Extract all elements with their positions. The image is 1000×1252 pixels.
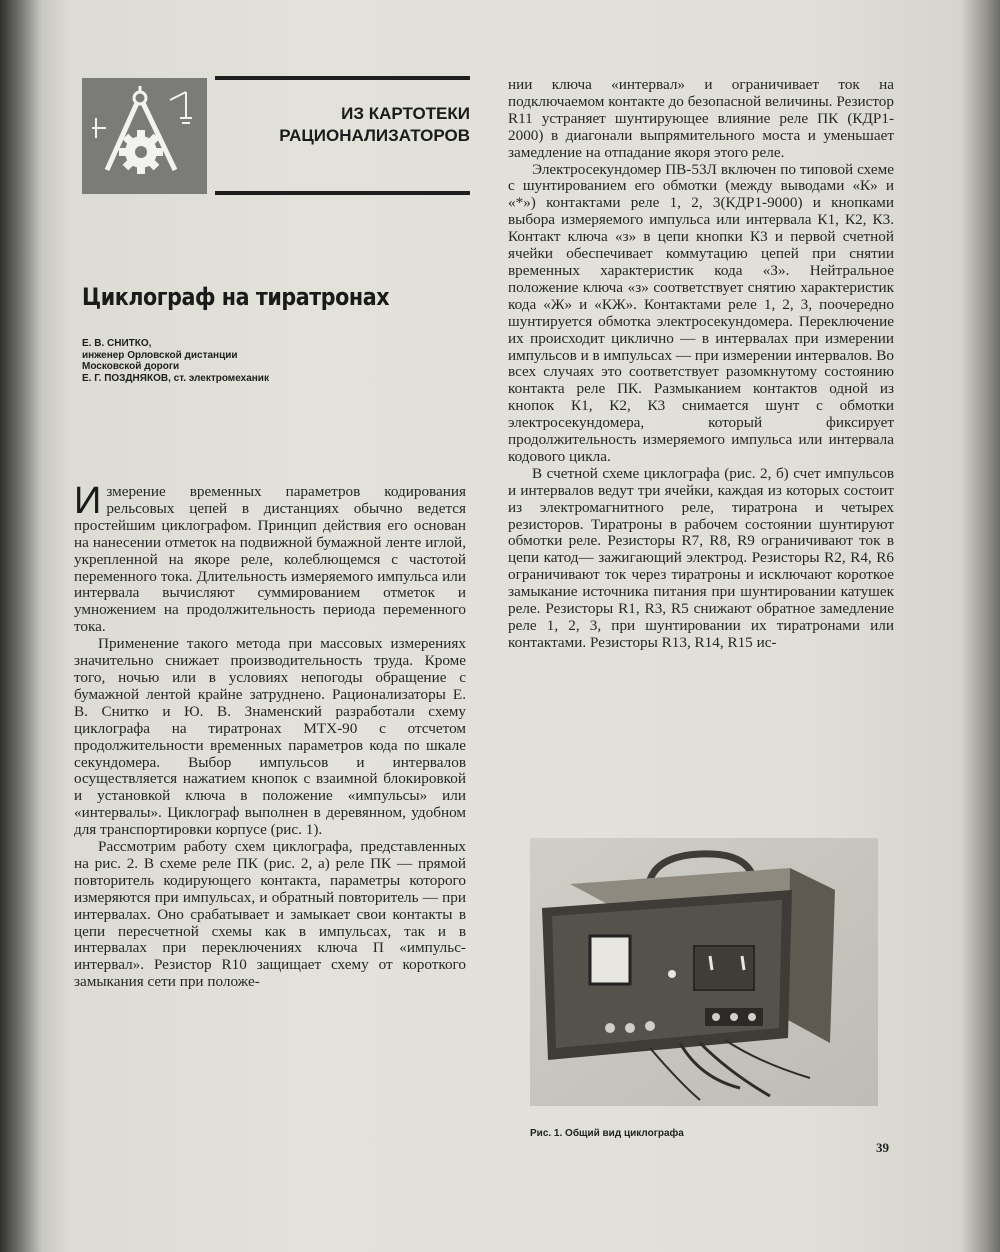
author-line: инженер Орловской дистанции (82, 349, 238, 361)
paragraph: В счетной схеме циклографа (рис. 2, б) счет импульсов и интервалов ведут три ячейки, каждая из которых состоит из электромагнитного реле, тиратрона и четырех резисторов. Тиратроны в рабочем состоянии шунтируют обмотки реле. Резисторы R7, R8, R9 ограничивают ток в цепи катод— зажигающий электрод. Резисторы R2, R4, R6 ограничивают ток через тиратроны и исключают короткое замыкание источника питания при шунтировании катушек реле. Резисторы R1, R3, R5 снижают обратное замедление реле 1, 2, 3, при шунтировании их тиратронами или контактами. Резисторы R13, R14, R15 ис- (508, 464, 894, 651)
compass-gear-icon (82, 78, 207, 194)
author-line: Е. Г. ПОЗДНЯКОВ, ст. электромеханик (82, 372, 269, 384)
author-line: Московской дороги (82, 361, 180, 372)
section-title-line1: ИЗ КАРТОТЕКИ (341, 104, 470, 123)
paragraph (74, 480, 466, 636)
cyclograph-photo (530, 838, 878, 1106)
section-title-line2: РАЦИОНАЛИЗАТОРОВ (279, 126, 470, 145)
header-rule-bottom (215, 191, 470, 195)
author-line: Е. В. СНИТКО, (82, 338, 152, 349)
right-column (508, 77, 894, 652)
header-rule-top (215, 76, 470, 80)
cyclograph-device-image (530, 838, 878, 1106)
page-number: 39 (876, 1140, 889, 1155)
author-block (82, 338, 402, 384)
left-column (74, 480, 466, 991)
section-title (225, 103, 470, 147)
paragraph-text: змерение временных параметров кодирования рельсовых цепей в дистанциях обычно ведется простейшим циклографом. Принцип действия его основан на нанесении отметок на подвижной бумажной ленте иглой, укрепленной на якоре реле, колеблющемся с частотой переменного тока. Длительность измеряемого импульса или интервала вычисляют суммированием отметок и умножением на продолжительность периода переменного тока. (74, 483, 466, 636)
paragraph: нии ключа «интервал» и ограничивает ток на подключаемом контакте до безопасной величины. Резистор R11 устраняет шунтирующее влияние реле ПК (КДР1-2000) в диагонали выпрямительного моста и уменьшает замедление на отпадание якоря этого реле. (508, 76, 894, 161)
figure-caption: Рис. 1. Общий вид циклографа (530, 1128, 684, 1139)
section-logo (82, 78, 207, 194)
article-title: Циклограф на тиратронах (82, 283, 390, 311)
paragraph: Рассмотрим работу схем циклографа, представленных на рис. 2. В схеме реле ПК (рис. 2, а) реле ПК — прямой повторитель кодирующего контакта, параметры которого измеряются при импульсах, и обратный повторитель — при интервалах. Оно срабатывает и замыкает свои контакты в цепи пересчетной схемы как в импульсах, так и в интервалах при переключениях ключа П «импульс-интервал». Резистор R10 защищает схему от короткого замыкания сети при положе- (74, 838, 466, 991)
paragraph: Применение такого метода при массовых измерениях значительно снижает производительность труда. Кроме того, ночью или в условиях непогоды обращение с бумажной лентой крайне затруднено. Рационализаторы Е. В. Снитко и Ю. В. Знаменский разработали схему циклографа на тиратронах МТХ-90 с отсчетом продолжительности временных параметров кода по шкале секундомера. Выбор импульсов и интервалов осуществляется нажатием кнопок с взаимной блокировкой и установкой ключа в положение «импульсы» или «интервалы». Циклограф выполнен в деревянном, удобном для транспортировки корпусе (рис. 1). (74, 635, 466, 839)
paragraph: Электросекундомер ПВ-53Л включен по типовой схеме с шунтированием его обмотки (между выводами «К» и «*») контактами реле 1, 2, 3(КДР1-9000) и кнопками выбора измеряемого импульса или интервала К1, К2, К3. Контакт ключа «з» в цепи кнопки К3 и первой счетной ячейки обеспечивает коммутацию цепей при снятии временных характеристик кода «З». Нейтральное положение ключа «з» соответствует снятию характеристик кода «Ж» и «КЖ». Контактами реле 1, 2, 3, поочередно шунтируется обмотка электросекундомера. Переключение их происходит циклично — в интервалах при измерении импульсов и в импульсах — при измерении интервалов. Во всех случаях это соответствует разомкнутому состоянию контакта реле ПК. Размыканием контактов одной из кнопок К1, К2, К3 снимается шунт с обмотки электросекундомера, который фиксирует продолжительность измеряемого импульса или интервала кодового цикла. (508, 160, 894, 465)
dropcap: И (74, 480, 102, 522)
